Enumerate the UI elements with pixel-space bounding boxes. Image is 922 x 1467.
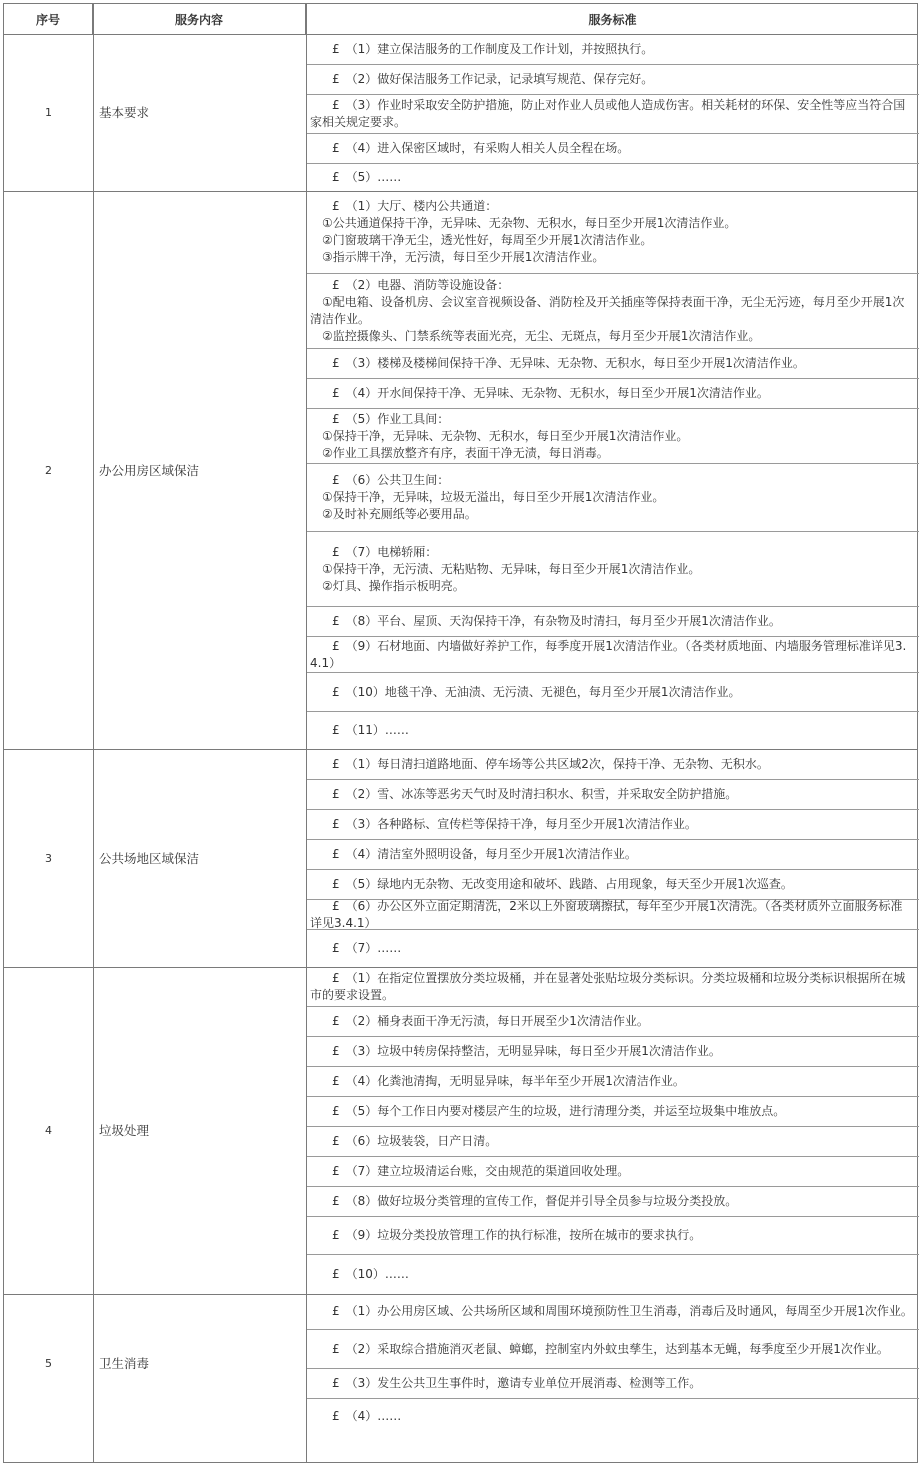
standard-item [306, 408, 919, 463]
standard-item [306, 1096, 919, 1126]
section-name: 基本要求 [99, 105, 150, 120]
standard-item-text: £ （1）大厅、楼内公共通道： ①公共通道保持干净，无异味、无杂物、无积水，每日至少开展1次清洁作业。 ②门窗玻璃干净无尘，透光性好，每周至少开展1次清洁作业。 ③指示牌干净，无污渍，每日至少开展1次清洁作业。 [322, 199, 737, 264]
standard-item-text: £ （7）电梯轿厢： ①保持干净，无污渍、无粘贴物、无异味，每日至少开展1次清洁作业。 ②灯具、操作指示板明亮。 [322, 544, 701, 593]
header-service-content: 服务内容 [93, 4, 306, 34]
standard-item-text: £ （2）雪、冰冻等恶劣天气时及时清扫积水、积雪，并采取安全防护措施。 [332, 787, 738, 801]
section-name: 公共场地区域保洁 [99, 850, 200, 866]
standard-item-text: £ （11）…… [332, 723, 409, 737]
standard-item-text: £ （4）开水间保持干净、无异味、无杂物、无积水，每日至少开展1次清洁作业。 [332, 386, 769, 400]
standard-item-text: £ （8）平台、屋顶、天沟保持干净，有杂物及时清扫，每月至少开展1次清洁作业。 [332, 614, 781, 628]
standard-item-text: £ （1）每日清扫道路地面、停车场等公共区域2次，保持干净、无杂物、无积水。 [332, 756, 769, 771]
column-divider [93, 4, 94, 1462]
standard-item [306, 869, 919, 899]
service-standard-table [3, 3, 918, 1463]
standard-item [306, 749, 919, 779]
header-serial-no: 序号 [4, 4, 93, 34]
standard-item [306, 133, 919, 163]
column-divider [306, 4, 307, 1462]
standard-item-text: £ （3）发生公共卫生事件时，邀请专业单位开展消毒、检测等工作。 [332, 1376, 702, 1390]
standard-item-text: £ （6）办公区外立面定期清洗，2米以上外窗玻璃擦拭，每年至少开展1次清洗。（各类材质外立面服务标准详见3.4.1） [310, 898, 903, 930]
standard-item [306, 1006, 919, 1036]
standard-item [306, 1398, 919, 1433]
standard-item [306, 64, 919, 94]
section-number: 4 [45, 1124, 52, 1137]
standard-item [306, 531, 919, 606]
standard-item [306, 378, 919, 408]
standard-item-text: £ （3）各种路标、宣传栏等保持干净，每月至少开展1次清洁作业。 [332, 817, 697, 831]
standard-item [306, 463, 919, 531]
standard-item [306, 1329, 919, 1368]
standard-item-text: £ （2）做好保洁服务工作记录，记录填写规范、保存完好。 [332, 72, 654, 86]
standard-item-text: £ （5）作业工具间： ①保持干净，无异味、无杂物、无积水，每日至少开展1次清洁作业。 ②作业工具摆放整齐有序，表面干净无渍，每日消毒。 [322, 411, 689, 460]
standard-item-text: £ （2）采取综合措施消灭老鼠、蟑螂，控制室内外蚊虫孳生，达到基本无蝇，每季度至少开展1次作业。 [332, 1341, 889, 1356]
standard-item-text: £ （5）绿地内无杂物、无改变用途和破坏、践踏、占用现象，每天至少开展1次巡查。 [332, 877, 793, 891]
standard-item [306, 348, 919, 378]
standard-item [306, 1156, 919, 1186]
standard-item-text: £ （3）楼梯及楼梯间保持干净、无异味、无杂物、无积水，每日至少开展1次清洁作业。 [332, 356, 805, 370]
standard-item-text: £ （7）建立垃圾清运台账，交由规范的渠道回收处理。 [332, 1164, 630, 1178]
standard-item [306, 636, 919, 672]
standard-item-text: £ （9）垃圾分类投放管理工作的执行标准，按所在城市的要求执行。 [332, 1228, 702, 1242]
section-name: 卫生消毒 [99, 1356, 150, 1371]
standard-item-text: £ （4）化粪池清掏，无明显异味，每半年至少开展1次清洁作业。 [332, 1074, 685, 1088]
section-number: 3 [45, 851, 52, 865]
standard-item [306, 1216, 919, 1254]
standard-item [306, 1294, 919, 1329]
header-service-standard: 服务标准 [588, 12, 637, 27]
standard-item [306, 1036, 919, 1066]
standard-item [306, 191, 919, 273]
section-number: 1 [45, 106, 52, 119]
standard-item-text: £ （5）…… [332, 170, 402, 184]
standard-item [306, 273, 919, 348]
section-number: 2 [45, 463, 52, 477]
standard-item-text: £ （7）…… [332, 941, 402, 955]
standard-item-text: £ （6）垃圾装袋，日产日清。 [332, 1134, 498, 1148]
standard-item [306, 929, 919, 967]
standard-item-text: £ （1）在指定位置摆放分类垃圾桶，并在显著处张贴垃圾分类标识。分类垃圾桶和垃圾分类标识根据所在城市的要求设置。 [310, 970, 906, 1002]
standard-item [306, 34, 919, 64]
section-name: 办公用房区域保洁 [99, 462, 200, 478]
standard-item [306, 899, 919, 929]
standard-item-text: £ （10）…… [332, 1267, 409, 1281]
standard-item [306, 1066, 919, 1096]
standard-item-text: £ （6）公共卫生间： ①保持干净，无异味，垃圾无溢出，每日至少开展1次清洁作业。 ②及时补充厕纸等必要用品。 [322, 473, 665, 521]
standard-item-text: £ （4）清洁室外照明设备，每月至少开展1次清洁作业。 [332, 847, 637, 861]
standard-item [306, 163, 919, 191]
section-name: 垃圾处理 [99, 1123, 150, 1138]
standard-item-text: £ （2）桶身表面干净无污渍，每日开展至少1次清洁作业。 [332, 1014, 649, 1028]
standard-item-text: £ （8）做好垃圾分类管理的宣传工作，督促并引导全员参与垃圾分类投放。 [332, 1194, 738, 1208]
standard-item-text: £ （1）建立保洁服务的工作制度及工作计划，并按照执行。 [332, 41, 654, 56]
standard-item [306, 94, 919, 133]
standard-item [306, 606, 919, 636]
standard-item [306, 1186, 919, 1216]
standard-item [306, 839, 919, 869]
standard-item-text: £ （1）办公用房区域、公共场所区域和周围环境预防性卫生消毒，消毒后及时通风，每周至少开展1次作业。 [332, 1304, 913, 1318]
standard-item [306, 1368, 919, 1398]
standard-item-text: £ （10）地毯干净、无油渍、无污渍、无褪色，每月至少开展1次清洁作业。 [332, 684, 741, 699]
standard-item-text: £ （2）电器、消防等设施设备： ①配电箱、设备机房、会议室音视频设备、消防栓及开关插座等保持表面干净，无尘无污迹，每月至少开展1次清洁作业。 ②监控摄像头、门禁系统等表面光亮，无尘、无斑点，每月至少开展1次清洁作业。 [310, 278, 905, 343]
standard-item-text: £ （4）…… [332, 1408, 402, 1423]
standard-item-text: £ （5）每个工作日内要对楼层产生的垃圾，进行清理分类，并运至垃圾集中堆放点。 [332, 1104, 786, 1118]
standard-item-text: £ （9）石材地面、内墙做好养护工作，每季度开展1次清洁作业。（各类材质地面、内墙服务管理标准详见3.4.1） [310, 638, 907, 670]
standard-item [306, 672, 919, 711]
standard-item-text: £ （3）垃圾中转房保持整洁，无明显异味，每日至少开展1次清洁作业。 [332, 1044, 721, 1058]
section-number: 5 [45, 1357, 52, 1370]
standard-item [306, 1254, 919, 1294]
standard-item [306, 967, 919, 1006]
standard-item [306, 809, 919, 839]
standard-item-text: £ （4）进入保密区域时，有采购人相关人员全程在场。 [332, 141, 630, 155]
standard-item [306, 711, 919, 749]
standard-item [306, 1126, 919, 1156]
standard-item-text: £ （3）作业时采取安全防护措施，防止对作业人员或他人造成伤害。相关耗材的环保、安全性等应当符合国家相关规定要求。 [310, 98, 906, 129]
standard-item [306, 779, 919, 809]
